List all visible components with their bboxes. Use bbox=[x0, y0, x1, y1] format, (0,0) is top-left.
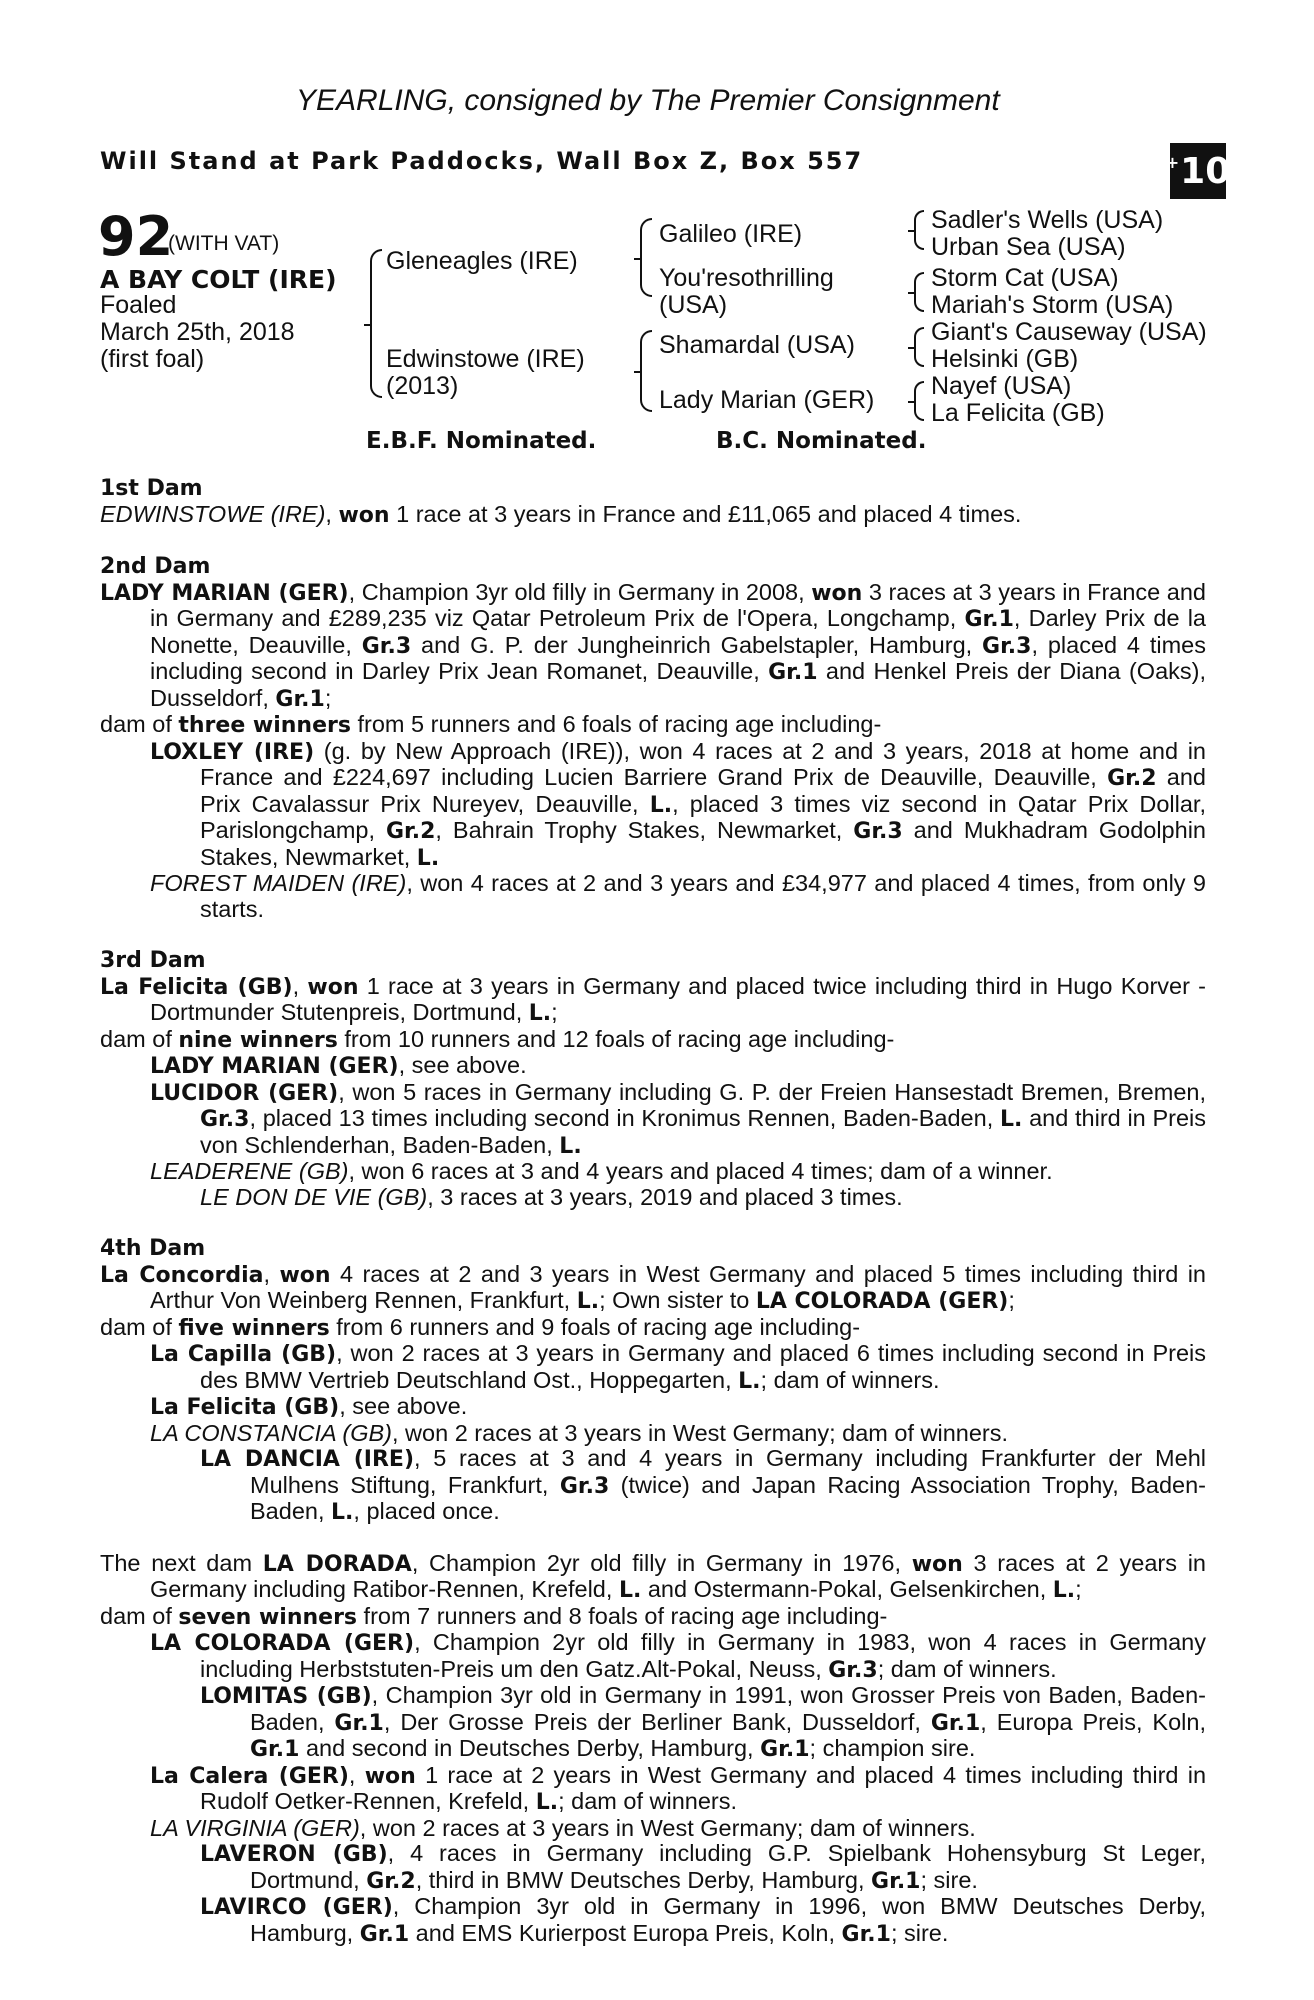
text-fragment: ; dam of winners. bbox=[877, 1655, 1057, 1682]
next-dam-produce-summary bbox=[100, 1604, 1206, 1631]
text-fragment: , Champion 3yr old in Germany in 1991, won Grosser Preis von Baden, Baden-Baden, bbox=[250, 1682, 1207, 1735]
loxley-entry bbox=[100, 739, 1206, 872]
sire-parents-brace bbox=[640, 218, 652, 297]
text-fragment: , bbox=[292, 972, 308, 999]
text-fragment: (g. by New Approach (IRE)), won 4 races at 2 and 3 years, 2018 at home and in France and £224,697 including Lucien Barriere Grand Prix de Deauville, Deauville, bbox=[200, 737, 1206, 790]
text-fragment: 3 races at 2 years in Germany including Ratibor-Rennen, Krefeld, bbox=[150, 1549, 1206, 1602]
text-fragment: Gr.1 bbox=[841, 1921, 891, 1947]
text-fragment: , Europa Preis, Koln, bbox=[980, 1708, 1207, 1735]
text-fragment: L. bbox=[738, 1368, 761, 1394]
text-fragment: L. bbox=[576, 1289, 600, 1314]
text-fragment: LAVERON (GB) bbox=[200, 1842, 388, 1867]
text-fragment: L. bbox=[559, 1133, 582, 1159]
leaderene-entry bbox=[100, 1159, 1206, 1185]
sire-dam-line1: You'resothrilling bbox=[659, 264, 834, 292]
first-dam-heading: 1st Dam bbox=[100, 476, 203, 501]
catalogue-body bbox=[100, 475, 1206, 1947]
gp-brace-2 bbox=[914, 272, 924, 312]
text-fragment: Gr.2 bbox=[366, 1868, 416, 1894]
next-dam-entry bbox=[100, 1551, 1206, 1604]
text-fragment: won bbox=[364, 1763, 416, 1789]
text-fragment: , placed once. bbox=[353, 1498, 500, 1524]
text-fragment: LUCIDOR (GER) bbox=[150, 1080, 339, 1106]
text-fragment: , won 2 races at 3 years in West Germany; dam of winners. bbox=[392, 1419, 1009, 1446]
text-fragment: , bbox=[348, 1761, 365, 1788]
text-fragment: L. bbox=[528, 1001, 552, 1026]
lucidor-entry bbox=[100, 1080, 1206, 1160]
text-fragment: Gr.1 bbox=[930, 1710, 981, 1736]
text-fragment: dam of bbox=[100, 1602, 179, 1629]
text-fragment: , Champion 2yr old filly in Germany in 1976, bbox=[411, 1549, 912, 1576]
text-fragment: from 6 runners and 9 foals of racing age including- bbox=[329, 1313, 861, 1340]
text-fragment: , 5 races at 3 and 4 years in Germany including Frankfurter der Mehl Mulhens Stiftung, Frankfurt, bbox=[250, 1445, 1206, 1498]
text-fragment: Gr.1 bbox=[334, 1710, 384, 1736]
text-fragment: Gr.3 bbox=[200, 1107, 250, 1132]
dam-grandsire-sire: Giant's Causeway (USA) bbox=[931, 318, 1207, 346]
fourth-dam-entry bbox=[100, 1262, 1206, 1315]
text-fragment: dam of bbox=[100, 711, 179, 737]
text-fragment: won bbox=[279, 1262, 331, 1288]
loxley-name: LOXLEY (IRE) bbox=[150, 739, 315, 765]
text-fragment: , 4 races in Germany including G.P. Spielbank Hohensyburg St Leger, Dortmund, bbox=[250, 1840, 1206, 1893]
lady-marian-entry bbox=[100, 1053, 1206, 1080]
foaled-date: March 25th, 2018 bbox=[100, 318, 295, 346]
dam-granddam-dam: La Felicita (GB) bbox=[931, 399, 1105, 427]
text-fragment: Gr.3 bbox=[828, 1657, 878, 1683]
text-fragment: and Prix Cavalassur Prix Nureyev, Deauville, bbox=[200, 764, 1206, 817]
text-fragment: L. bbox=[1052, 1578, 1076, 1603]
text-fragment: from 10 runners and 12 foals of racing age including- bbox=[337, 1025, 895, 1052]
fourth-dam-produce-summary bbox=[100, 1315, 1206, 1342]
dam-granddam-sire: Nayef (USA) bbox=[931, 372, 1072, 400]
text-fragment: , third in BMW Deutsches Derby, Hamburg, bbox=[415, 1866, 872, 1893]
third-dam-name: La Felicita (GB) bbox=[100, 974, 293, 1000]
forest-maiden-entry bbox=[100, 871, 1206, 922]
text-fragment: , bbox=[263, 1260, 280, 1287]
text-fragment: La Capilla (GB) bbox=[150, 1342, 337, 1367]
forest-maiden-name: FOREST MAIDEN (IRE) bbox=[150, 870, 407, 896]
text-fragment: , Darley Prix de la Nonette, Deauville, bbox=[150, 605, 1207, 658]
text-fragment: Gr.2 bbox=[1107, 766, 1157, 791]
gp-brace-4 bbox=[914, 381, 924, 421]
sire-dam-brace bbox=[370, 249, 382, 398]
laveron-entry bbox=[100, 1841, 1206, 1894]
text-fragment: 1 race at 2 years in West Germany and placed 4 times including third in Rudolf Oetker-Rennen, Krefeld, bbox=[200, 1761, 1207, 1814]
text-fragment: Gr.2 bbox=[385, 819, 436, 844]
text-fragment: ; sire. bbox=[890, 1919, 949, 1946]
text-fragment: 4 races at 2 and 3 years in West Germany and placed 5 times including third in Arthur Von Weinberg Rennen, Frankfurt, bbox=[150, 1260, 1207, 1313]
text-fragment: LA VIRGINIA (GER) bbox=[150, 1814, 360, 1841]
gp-brace-3 bbox=[914, 327, 924, 367]
text-fragment: Gr.1 bbox=[760, 1737, 810, 1762]
text-fragment: from 7 runners and 8 foals of racing age including- bbox=[357, 1602, 888, 1629]
stand-location: Will Stand at Park Paddocks, Wall Box Z, Box 557 bbox=[100, 147, 864, 175]
la-colorada-entry bbox=[100, 1630, 1206, 1683]
text-fragment: ; bbox=[1008, 1287, 1015, 1313]
sire: Gleneagles (IRE) bbox=[386, 247, 578, 275]
text-fragment: , placed 4 times including second in Darley Prix Jean Romanet, Deauville, bbox=[150, 631, 1206, 684]
text-fragment: Gr.1 bbox=[964, 607, 1014, 632]
text-fragment: and Mukhadram Godolphin Stakes, Newmarket, bbox=[200, 817, 1206, 870]
text-fragment: Gr.1 bbox=[871, 1868, 921, 1894]
text-fragment: LA COLORADA (GER) bbox=[150, 1631, 415, 1656]
text-fragment: won bbox=[307, 974, 359, 1000]
first-dam-entry: EDWINSTOWE (IRE), won 1 race at 3 years in France and £11,065 and placed 4 times. bbox=[100, 500, 1022, 528]
la-virginia-entry bbox=[100, 1816, 1206, 1842]
second-dam-name: LADY MARIAN (GER) bbox=[100, 580, 349, 606]
text-fragment: , won 4 races at 2 and 3 years and £34,977 and placed 4 times, from only 9 starts. bbox=[200, 870, 1206, 922]
text-fragment: L. bbox=[331, 1500, 354, 1525]
text-fragment: ; champion sire. bbox=[809, 1735, 976, 1761]
text-fragment: and EMS Kurierpost Europa Preis, Koln, bbox=[409, 1919, 842, 1946]
text-fragment: , Der Grosse Preis der Berliner Bank, Dusseldorf, bbox=[383, 1708, 931, 1735]
first-dam-won: won bbox=[338, 502, 390, 528]
first-dam-text: 1 race at 3 years in France and £11,065 and placed 4 times. bbox=[389, 500, 1022, 527]
gp-brace-1 bbox=[914, 210, 924, 250]
text-fragment: L. bbox=[999, 1107, 1023, 1132]
text-fragment: 3 races at 3 years in France and in Germany and £289,235 viz Qatar Petroleum Prix de l'Opera, Longchamp, bbox=[150, 578, 1206, 631]
grandsire-sire: Sadler's Wells (USA) bbox=[931, 206, 1164, 234]
third-dam-heading: 3rd Dam bbox=[100, 948, 206, 973]
lot-number: 92 bbox=[98, 205, 174, 268]
ebf-nominated: E.B.F. Nominated. bbox=[366, 428, 597, 454]
la-dancia-entry bbox=[100, 1446, 1206, 1526]
text-fragment: L. bbox=[416, 845, 440, 871]
text-fragment: ; bbox=[324, 684, 332, 711]
fourth-dam-heading: 4th Dam bbox=[100, 1236, 206, 1261]
dam-grandsire-dam: Helsinki (GB) bbox=[931, 345, 1079, 373]
vat-note: (WITH VAT) bbox=[168, 232, 280, 255]
text-fragment: , won 2 races at 3 years in West Germany; dam of winners. bbox=[359, 1814, 976, 1841]
second-dam-entry bbox=[100, 580, 1206, 713]
sire-sire: Galileo (IRE) bbox=[659, 220, 803, 248]
text-fragment: , Champion 3yr old in Germany in 1996, won BMW Deutsches Derby, Hamburg, bbox=[250, 1893, 1206, 1946]
text-fragment: , placed 3 times viz second in Qatar Prix Dollar, Parislongchamp, bbox=[200, 790, 1206, 843]
text-fragment: , see above. bbox=[339, 1393, 468, 1419]
first-foal-note: (first foal) bbox=[100, 345, 205, 373]
third-dam-entry bbox=[100, 974, 1206, 1027]
text-fragment: LAVIRCO (GER) bbox=[200, 1895, 393, 1920]
text-fragment: L. bbox=[618, 1578, 642, 1603]
text-fragment: LOMITAS (GB) bbox=[200, 1684, 372, 1709]
lavirco-entry bbox=[100, 1894, 1206, 1947]
la-felicita-entry bbox=[100, 1394, 1206, 1421]
text-fragment: ; bbox=[1075, 1576, 1082, 1602]
text-fragment: La Concordia bbox=[100, 1262, 264, 1288]
text-fragment: La Calera (GER) bbox=[150, 1763, 349, 1789]
dam-line2: (2013) bbox=[386, 372, 459, 400]
dam-line1: Edwinstowe (IRE) bbox=[386, 345, 585, 373]
text-fragment: , placed 13 times including second in Kronimus Rennen, Baden-Baden, bbox=[249, 1105, 1000, 1131]
text-fragment: LA CONSTANCIA (GB) bbox=[150, 1419, 392, 1446]
catalogue-badge bbox=[1165, 143, 1231, 199]
text-fragment: three winners bbox=[178, 713, 351, 738]
granddam-dam: Mariah's Storm (USA) bbox=[931, 291, 1174, 319]
text-fragment: ; sire. bbox=[920, 1866, 978, 1893]
text-fragment: L. bbox=[535, 1790, 559, 1815]
la-capilla-entry bbox=[100, 1341, 1206, 1394]
text-fragment: dam of bbox=[100, 1025, 179, 1052]
text-fragment: and Henkel Preis der Diana (Oaks), Dusseldorf, bbox=[150, 658, 1206, 711]
dam-sire: Shamardal (USA) bbox=[659, 331, 855, 359]
text-fragment: ; dam of winners. bbox=[558, 1788, 738, 1814]
text-fragment: , won 6 races at 3 and 4 years and placed 4 times; dam of a winner. bbox=[348, 1158, 1053, 1184]
text-fragment: LEADERENE (GB) bbox=[150, 1158, 349, 1184]
text-fragment: won bbox=[811, 580, 863, 606]
text-fragment: nine winners bbox=[178, 1027, 338, 1053]
text-fragment: La Felicita (GB) bbox=[150, 1395, 340, 1420]
text-fragment: (twice) and Japan Racing Association Trophy, Baden-Baden, bbox=[250, 1471, 1206, 1524]
text-fragment: , won 2 races at 3 years in Germany and placed 6 times including second in Preis des BMW Vertrieb Deutschland Ost., Hoppegarten, bbox=[200, 1340, 1207, 1393]
text-fragment: The next dam bbox=[100, 1549, 263, 1576]
text-fragment: , 3 races at 3 years, 2019 and placed 3 times. bbox=[427, 1183, 903, 1210]
second-dam-produce-summary bbox=[100, 712, 1206, 739]
text-fragment: Gr.1 bbox=[359, 1921, 410, 1947]
text-fragment: , Bahrain Trophy Stakes, Newmarket, bbox=[435, 817, 854, 843]
text-fragment: and third in Preis von Schlenderhan, Baden-Baden, bbox=[200, 1105, 1207, 1158]
text-fragment: L. bbox=[649, 792, 673, 818]
text-fragment: won bbox=[911, 1551, 963, 1577]
text-fragment: LA COLORADA (GER) bbox=[755, 1289, 1009, 1314]
text-fragment: ; dam of winners. bbox=[760, 1366, 940, 1393]
text-fragment: and second in Deutsches Derby, Hamburg, bbox=[299, 1735, 761, 1761]
dam-parents-brace bbox=[640, 330, 652, 412]
second-dam-heading: 2nd Dam bbox=[100, 554, 211, 579]
text-fragment: LE DON DE VIE (GB) bbox=[200, 1183, 428, 1210]
bc-nominated: B.C. Nominated. bbox=[716, 428, 927, 454]
badge-number: 10 bbox=[1180, 150, 1231, 192]
text-fragment: , Champion 3yr old filly in Germany in 2008, bbox=[348, 578, 812, 605]
text-fragment: and Ostermann-Pokal, Gelsenkirchen, bbox=[641, 1576, 1053, 1602]
la-calera-entry bbox=[100, 1763, 1206, 1816]
la-constancia-entry bbox=[100, 1421, 1206, 1447]
text-fragment: LA DORADA bbox=[262, 1551, 412, 1577]
text-fragment: LADY MARIAN (GER) bbox=[150, 1054, 399, 1079]
third-dam-produce-summary bbox=[100, 1027, 1206, 1054]
text-fragment: , Champion 2yr old filly in Germany in 1983, won 4 races in Germany including Herbststuten-Preis um den Gatz.Alt-Pokal, Neuss, bbox=[200, 1629, 1206, 1682]
foaled-label: Foaled bbox=[100, 291, 177, 319]
text-fragment: Gr.3 bbox=[559, 1473, 610, 1499]
lomitas-entry bbox=[100, 1683, 1206, 1763]
sire-dam-line2: (USA) bbox=[659, 291, 728, 319]
text-fragment: Gr.3 bbox=[853, 819, 903, 844]
lot-name: A BAY COLT (IRE) bbox=[100, 265, 337, 294]
text-fragment: Gr.1 bbox=[768, 660, 818, 685]
granddam-sire: Storm Cat (USA) bbox=[931, 264, 1119, 292]
badge-plus: + bbox=[1165, 152, 1180, 172]
text-fragment: ; bbox=[551, 999, 558, 1025]
text-fragment: and G. P. der Jungheinrich Gabelstapler, Hamburg, bbox=[411, 631, 983, 658]
text-fragment: from 5 runners and 6 foals of racing age including- bbox=[350, 711, 882, 737]
text-fragment: , see above. bbox=[398, 1052, 527, 1078]
first-dam-section bbox=[100, 475, 1206, 502]
first-dam-name: EDWINSTOWE (IRE) bbox=[100, 500, 326, 527]
text-fragment: Gr.1 bbox=[275, 686, 325, 712]
text-fragment: Gr.1 bbox=[250, 1737, 300, 1762]
text-fragment: LA DANCIA (IRE) bbox=[200, 1447, 415, 1472]
text-fragment: ; Own sister to bbox=[599, 1287, 756, 1313]
text-fragment: dam of bbox=[100, 1313, 179, 1340]
text-fragment: 1 race at 3 years in Germany and placed twice including third in Hugo Korver - Dortmunder Stutenpreis, Dortmund, bbox=[150, 972, 1207, 1025]
text-fragment: , won 5 races in Germany including G. P. der Freien Hansestadt Bremen, Bremen, bbox=[338, 1078, 1206, 1105]
text-fragment: seven winners bbox=[178, 1604, 358, 1630]
grandsire-dam: Urban Sea (USA) bbox=[931, 233, 1126, 261]
dam-dam: Lady Marian (GER) bbox=[659, 386, 875, 414]
text-fragment: five winners bbox=[178, 1315, 330, 1341]
text-fragment: Gr.3 bbox=[982, 633, 1032, 659]
page-title: YEARLING, consigned by The Premier Consignment bbox=[296, 84, 1000, 117]
text-fragment: Gr.3 bbox=[361, 633, 412, 659]
le-don-de-vie-entry bbox=[100, 1185, 1206, 1211]
